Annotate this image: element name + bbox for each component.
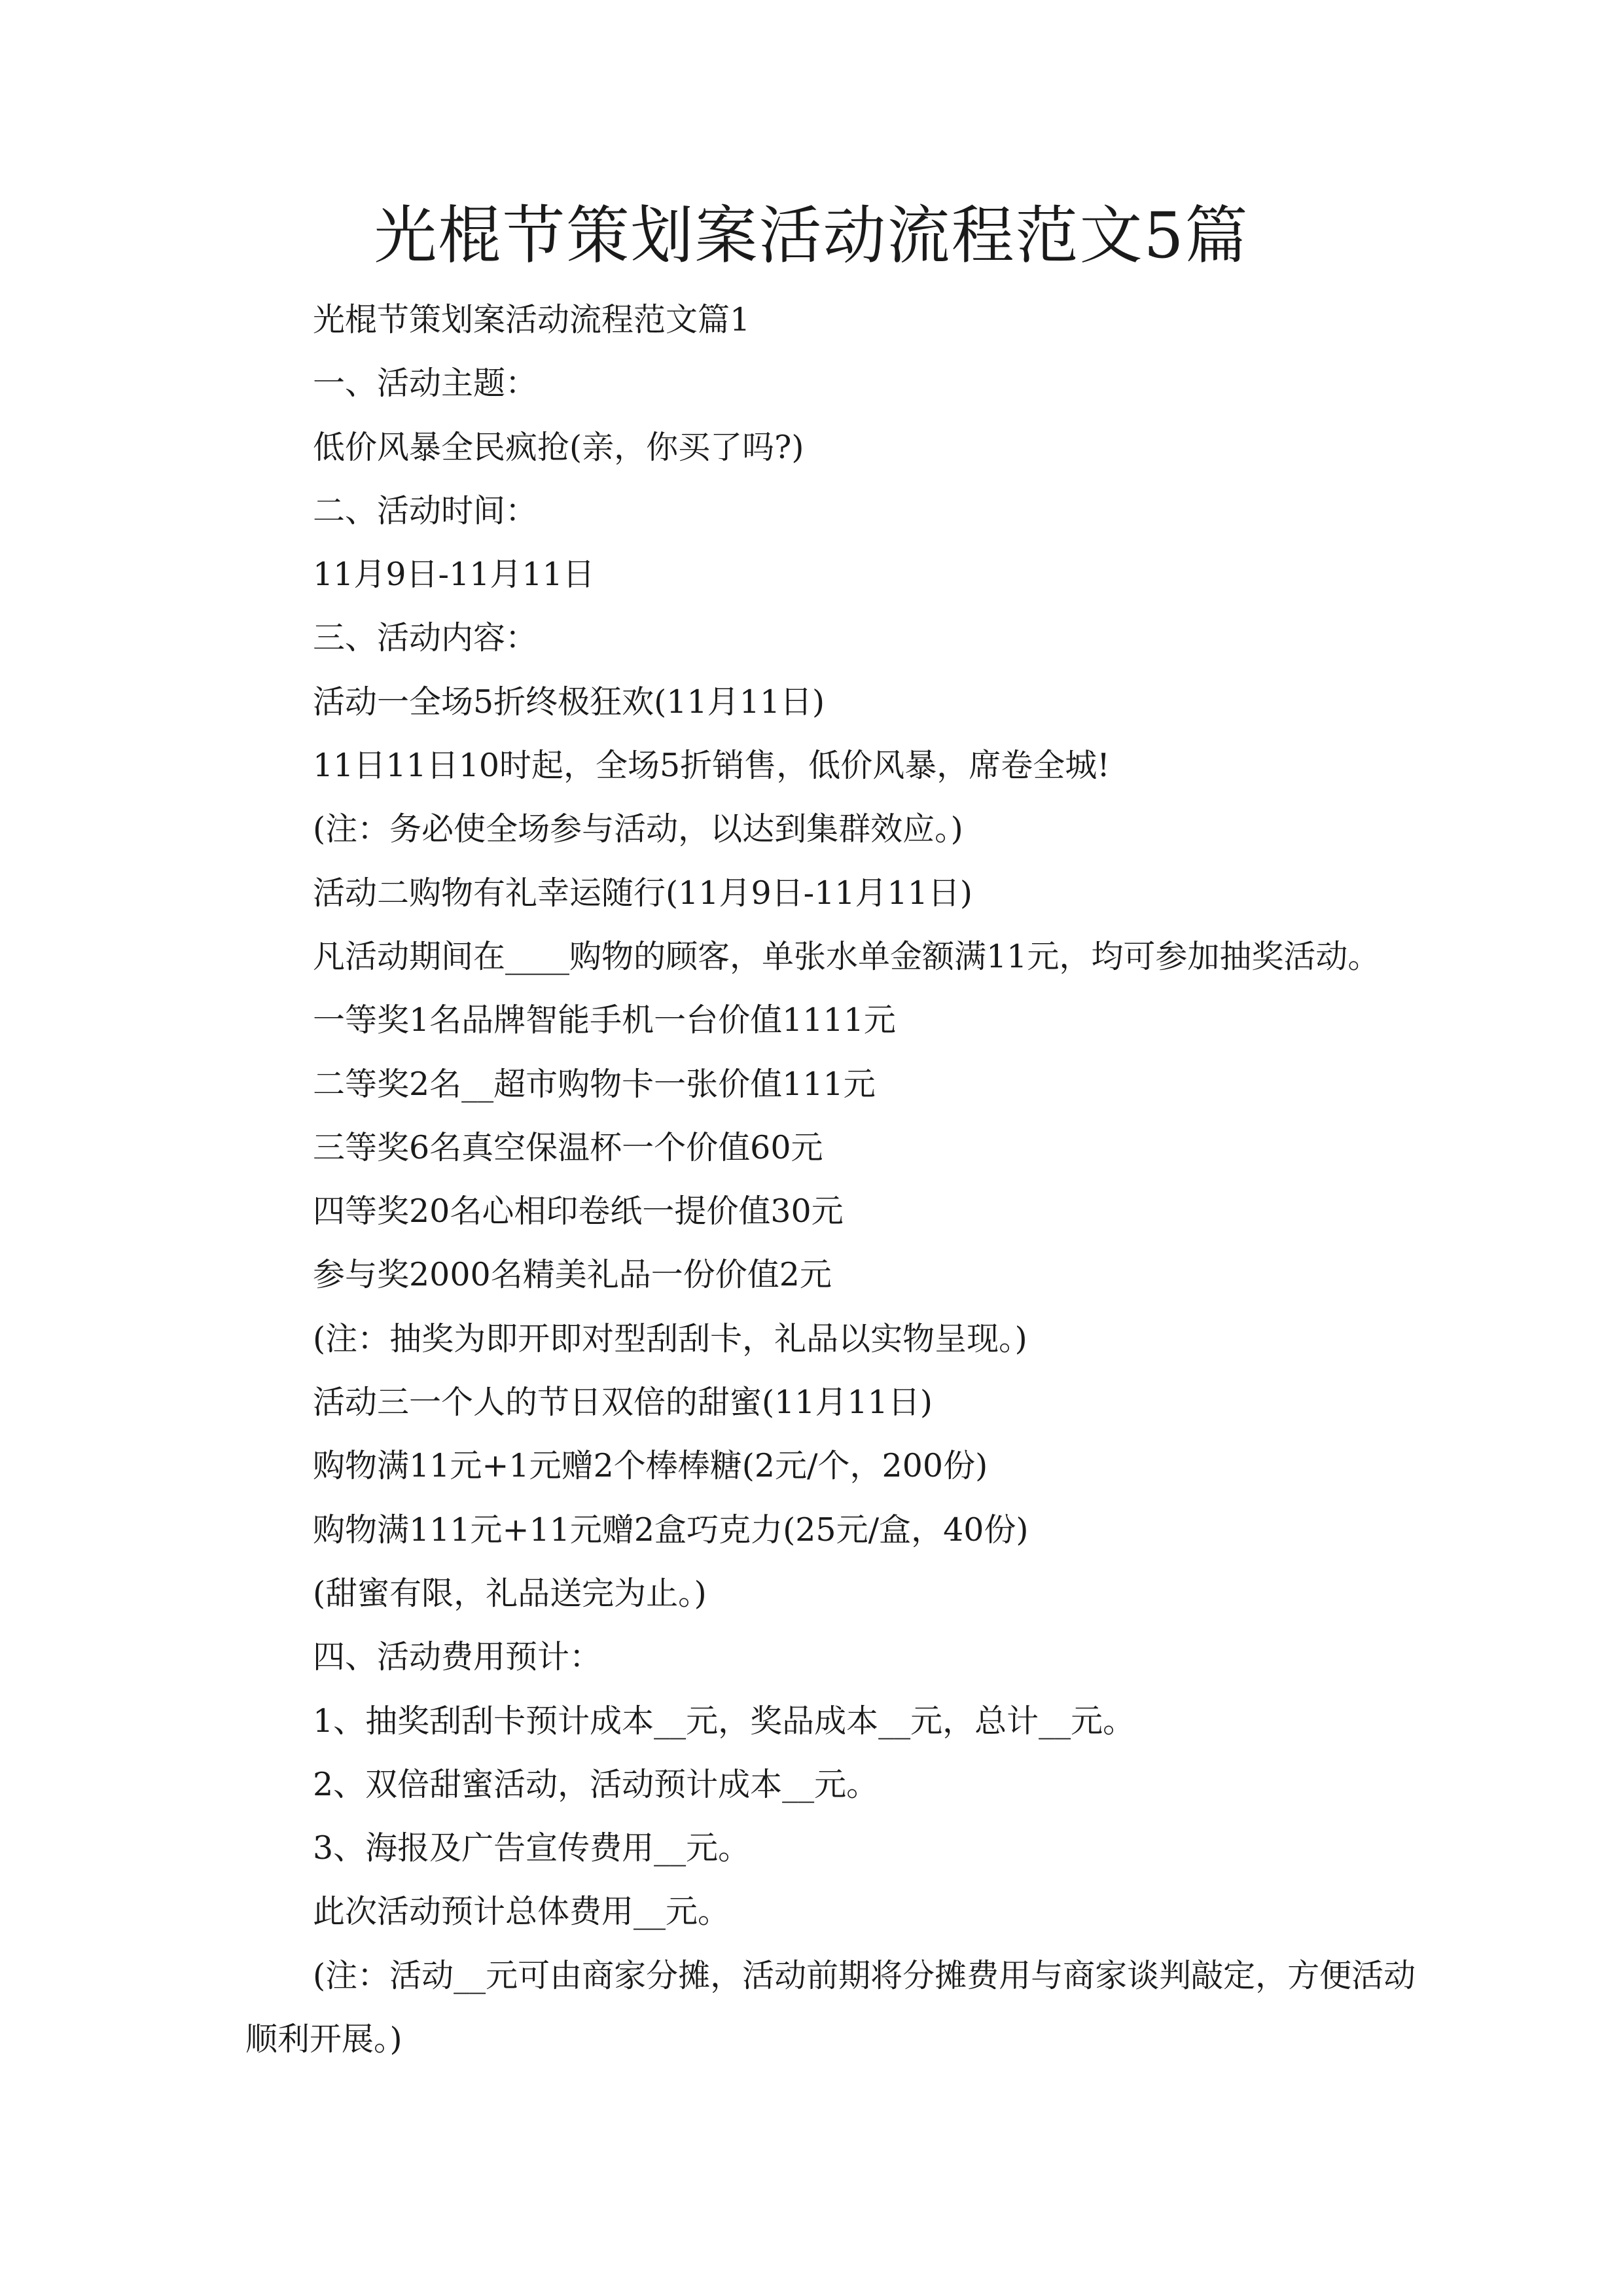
text-line: 此次活动预计总体费用__元。 <box>313 1893 730 1931</box>
text-line: 11日11日10时起，全场5折销售，低价风暴，席卷全城! <box>313 747 1110 785</box>
section-heading: 光棍节策划案活动流程范文篇1 <box>313 301 751 338</box>
text-line: 活动三一个人的节日双倍的甜蜜(11月11日) <box>313 1384 933 1422</box>
document-title: 光棍节策划案活动流程范文5篇 <box>374 199 1249 272</box>
heading-cost: 四、活动费用预计： <box>313 1638 602 1676</box>
text-line: 3、海报及广告宣传费用__元。 <box>313 1829 751 1867</box>
text-line: (注：抽奖为即开即对型刮刮卡，礼品以实物呈现。) <box>313 1319 1027 1357</box>
heading-time: 二、活动时间： <box>313 492 538 529</box>
text-line: 购物满11元+1元赠2个棒棒糖(2元/个，200份) <box>313 1447 988 1485</box>
text-line: 三等奖6名真空保温杯一个价值60元 <box>313 1128 823 1166</box>
text-line: 2、双倍甜蜜活动，活动预计成本__元。 <box>313 1765 879 1803</box>
text-line: (注：务必使全场参与活动，以达到集群效应。) <box>313 810 963 848</box>
heading-content: 三、活动内容： <box>313 619 538 657</box>
heading-theme: 一、活动主题： <box>313 365 538 403</box>
final-note-paragraph: (注：活动__元可由商家分摊，活动前期将分摊费用与商家谈判敲定，方便活动顺利开展。) <box>245 1956 1416 2058</box>
text-line: 二等奖2名__超市购物卡一张价值111元 <box>313 1065 876 1103</box>
text-line: 四等奖20名心相印卷纸一提价值30元 <box>313 1193 844 1230</box>
text-line: 11月9日-11月11日 <box>313 556 595 594</box>
text-line: 凡活动期间在____购物的顾客，单张水单金额满11元，均可参加抽奖活动。 <box>313 937 1380 975</box>
text-line: 一等奖1名品牌智能手机一台价值1111元 <box>313 1001 896 1039</box>
text-line: 活动一全场5折终极狂欢(11月11日) <box>313 683 825 721</box>
text-line: 低价风暴全民疯抢(亲，你买了吗?) <box>313 428 804 466</box>
text-line: (甜蜜有限，礼品送完为止。) <box>313 1574 707 1612</box>
text-line: 参与奖2000名精美礼品一份价值2元 <box>313 1256 832 1294</box>
text-line: 购物满111元+11元赠2盒巧克力(25元/盒，40份) <box>313 1511 1029 1549</box>
document-body <box>245 288 1417 2071</box>
text-line: 活动二购物有礼幸运随行(11月9日-11月11日) <box>313 874 973 912</box>
text-line: 1、抽奖刮刮卡预计成本__元，奖品成本__元，总计__元。 <box>313 1702 1135 1740</box>
